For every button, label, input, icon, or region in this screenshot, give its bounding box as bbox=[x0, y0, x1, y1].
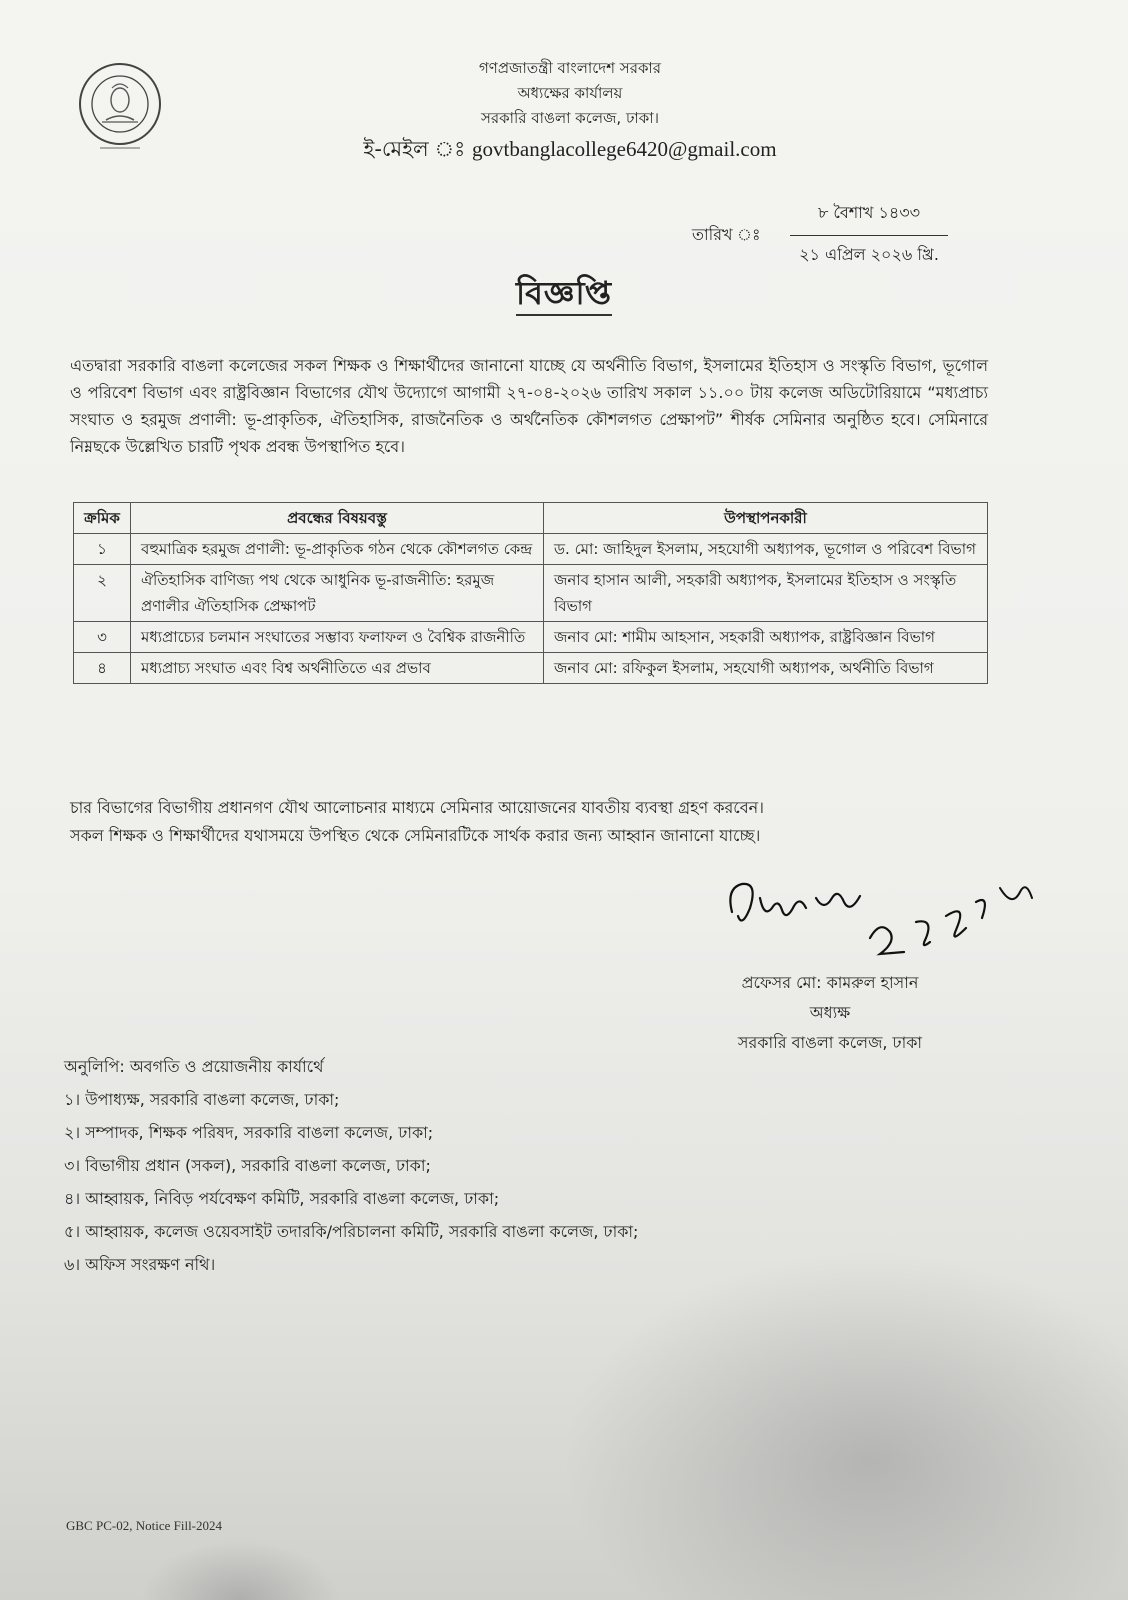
email-label: ই-মেইল ঃ bbox=[363, 137, 466, 161]
row-presenter: জনাব মো: শামীম আহসান, সহকারী অধ্যাপক, রাষ্ট্রবিজ্ঞান বিভাগ bbox=[544, 622, 988, 653]
row-serial: ৪ bbox=[74, 653, 131, 684]
notice-title-text: বিজ্ঞপ্তি bbox=[516, 274, 612, 316]
closing-line-2: সকল শিক্ষক ও শিক্ষার্থীদের যথাসময়ে উপস্থিত থেকে সেমিনারটিকে সার্থক করার জন্য আহ্বান জানানো যাচ্ছে। bbox=[70, 826, 761, 845]
list-item: ৩। বিভাগীয় প্রধান (সকল), সরকারি বাঙলা কলেজ, ঢাকা; bbox=[64, 1156, 431, 1175]
signer-name: প্রফেসর মো: কামরুল হাসান bbox=[741, 973, 919, 992]
email-address: govtbanglacollege6420@gmail.com bbox=[472, 137, 777, 161]
date-block bbox=[790, 200, 948, 269]
signer-designation: অধ্যক্ষ bbox=[809, 1003, 851, 1022]
row-topic: মধ্যপ্রাচ্য সংঘাত এবং বিশ্ব অর্থনীতিতে এর প্রভাব bbox=[131, 653, 544, 684]
photo-shadow-corner bbox=[140, 1540, 340, 1600]
closing-line-1: চার বিভাগের বিভাগীয় প্রধানগণ যৌথ আলোচনার মাধ্যমে সেমিনার আয়োজনের যাবতীয় ব্যবস্থা গ্রহণ করবেন। bbox=[70, 798, 764, 817]
date-gregorian: ২১ এপ্রিল ২০২৬ খ্রি. bbox=[799, 245, 939, 264]
row-serial: ৩ bbox=[74, 622, 131, 653]
row-topic: ঐতিহাসিক বাণিজ্য পথ থেকে আধুনিক ভূ-রাজনীতি: হরমুজ প্রণালীর ঐতিহাসিক প্রেক্ষাপট bbox=[131, 565, 544, 622]
table-row bbox=[74, 534, 988, 565]
row-presenter: জনাব মো: রফিকুল ইসলাম, সহযোগী অধ্যাপক, অর্থনীতি বিভাগ bbox=[544, 653, 988, 684]
signer-institution: সরকারি বাঙলা কলেজ, ঢাকা bbox=[737, 1033, 923, 1052]
list-item: ৫। আহ্বায়ক, কলেজ ওয়েবসাইট তদারকি/পরিচালনা কমিটি, সরকারি বাঙলা কলেজ, ঢাকা; bbox=[64, 1222, 639, 1241]
col-presenter: উপস্থাপনকারী bbox=[544, 503, 988, 534]
row-topic: বহুমাত্রিক হরমুজ প্রণালী: ভূ-প্রাকৃতিক গঠন থেকে কৌশলগত কেন্দ্র bbox=[131, 534, 544, 565]
copies-list bbox=[64, 1050, 638, 1281]
photo-shadow bbox=[560, 1250, 1128, 1600]
seminar-papers-table bbox=[73, 502, 988, 684]
row-presenter: জনাব হাসান আলী, সহকারী অধ্যাপক, ইসলামের ইতিহাস ও সংস্কৃতি বিভাগ bbox=[544, 565, 988, 622]
date-label: তারিখ ঃ bbox=[692, 225, 761, 244]
table-header-row bbox=[74, 503, 988, 534]
closing-text bbox=[70, 794, 1000, 850]
list-item: ৪। আহ্বায়ক, নিবিড় পর্যবেক্ষণ কমিটি, সরকারি বাঙলা কলেজ, ঢাকা; bbox=[64, 1189, 500, 1208]
table-row bbox=[74, 565, 988, 622]
college-seal-logo bbox=[72, 58, 168, 154]
signer-block bbox=[700, 968, 960, 1058]
table-row bbox=[74, 653, 988, 684]
email-line bbox=[290, 133, 850, 165]
col-serial: ক্রমিক bbox=[74, 503, 131, 534]
table-row bbox=[74, 622, 988, 653]
office-name: অধ্যক্ষের কার্যালয় bbox=[517, 84, 623, 102]
list-item: ২। সম্পাদক, শিক্ষক পরিষদ, সরকারি বাঙলা কলেজ, ঢাকা; bbox=[64, 1123, 434, 1142]
row-presenter: ড. মো: জাহিদুল ইসলাম, সহযোগী অধ্যাপক, ভূগোল ও পরিবেশ বিভাগ bbox=[544, 534, 988, 565]
form-code: GBC PC-02, Notice Fill-2024 bbox=[66, 1518, 223, 1533]
notice-title bbox=[0, 268, 1128, 322]
date-bangla: ৮ বৈশাখ ১৪৩৩ bbox=[790, 200, 948, 236]
college-name: সরকারি বাঙলা কলেজ, ঢাকা। bbox=[480, 109, 659, 127]
col-topic: প্রবন্ধের বিষয়বস্তু bbox=[131, 503, 544, 534]
row-serial: ১ bbox=[74, 534, 131, 565]
list-item: ৬। অফিস সংরক্ষণ নথি। bbox=[64, 1255, 216, 1274]
notice-body: এতদ্বারা সরকারি বাঙলা কলেজের সকল শিক্ষক ও শিক্ষার্থীদের জানানো যাচ্ছে যে অর্থনীতি বিভাগ, ইসলামের ইতিহাস ও সংস্কৃতি বিভাগ, ভূগোল ও পরিবেশ বিভাগ এবং রাষ্ট্রবিজ্ঞান বিভাগের যৌথ উদ্যোগে আগামী ২৭-০৪-২০২৬ তারিখ সকাল ১১.০০ টায় কলেজ অডিটোরিয়ামে “মধ্যপ্রাচ্য সংঘাত ও হরমুজ প্রণালী: ভূ-প্রাকৃতিক, ঐতিহাসিক, রাজনৈতিক ও অর্থনৈতিক কৌশলগত প্রেক্ষাপট” শীর্ষক সেমিনার অনুষ্ঠিত হবে। সেমিনারে নিম্নছকে উল্লেখিত চারটি পৃথক প্রবন্ধ উপস্থাপিত হবে। bbox=[70, 356, 988, 456]
letterhead bbox=[290, 56, 850, 165]
list-item: ১। উপাধ্যক্ষ, সরকারি বাঙলা কলেজ, ঢাকা; bbox=[64, 1090, 340, 1109]
handwritten-signature bbox=[720, 868, 1050, 968]
row-serial: ২ bbox=[74, 565, 131, 622]
row-topic: মধ্যপ্রাচ্যের চলমান সংঘাতের সম্ভাব্য ফলাফল ও বৈশ্বিক রাজনীতি bbox=[131, 622, 544, 653]
copies-heading: অনুলিপি: অবগতি ও প্রয়োজনীয় কার্যার্থে bbox=[64, 1057, 324, 1076]
govt-name: গণপ্রজাতন্ত্রী বাংলাদেশ সরকার bbox=[478, 59, 662, 77]
